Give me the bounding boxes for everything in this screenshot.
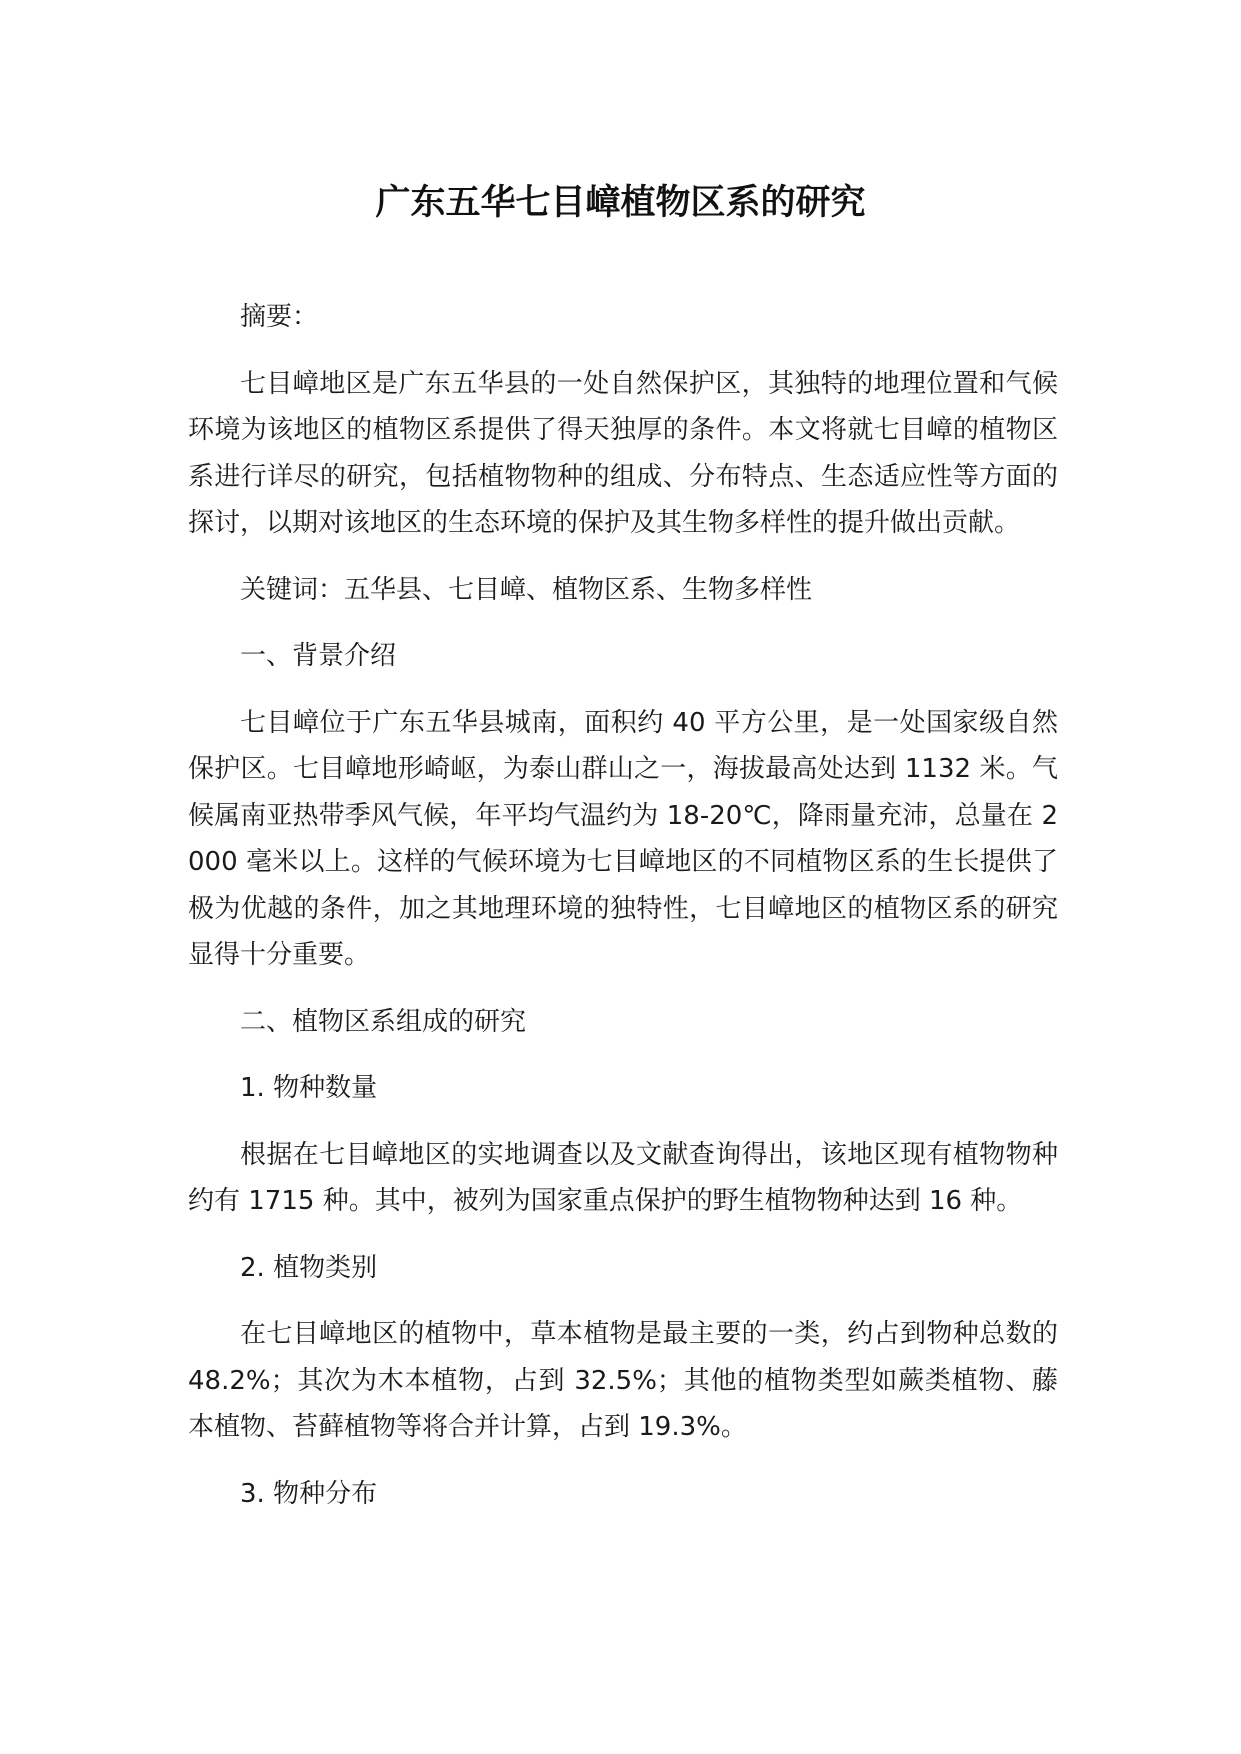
document-body bbox=[188, 294, 1058, 1537]
subheading-plant-categories: 2. 植物类别 bbox=[240, 1252, 378, 1283]
section-heading-background: 一、背景介绍 bbox=[240, 641, 397, 671]
species-count-paragraph: 根据在七目嶂地区的实地调查以及文献查询得出，该地区现有植物物种约有 1715 种。其中，被列为国家重点保护的野生植物物种达到 16 种。 bbox=[188, 1139, 1058, 1216]
keywords-line: 关键词：五华县、七目嶂、植物区系、生物多样性 bbox=[240, 574, 813, 605]
subheading-species-count: 1. 物种数量 bbox=[240, 1073, 378, 1103]
section-heading-composition: 二、植物区系组成的研究 bbox=[240, 1006, 527, 1037]
subheading-species-distribution: 3. 物种分布 bbox=[240, 1478, 378, 1509]
background-paragraph: 七目嶂位于广东五华县城南，面积约 40 平方公里，是一处国家级自然保护区。七目嶂地形崎岖，为泰山群山之一，海拔最高处达到 1132 米。气候属南亚热带季风气候，年平均气温约为 18-20℃，降雨量充沛，总量在 2000 毫米以上。这样的气候环境为七目嶂地区的不同植物区系的生长提供了极为优越的条件，加之其地理环境的独特性，七目嶂地区的植物区系的研究显得十分重要。 bbox=[188, 707, 1058, 970]
abstract-paragraph: 七目嶂地区是广东五华县的一处自然保护区，其独特的地理位置和气候环境为该地区的植物区系提供了得天独厚的条件。本文将就七目嶂的植物区系进行详尽的研究，包括植物物种的组成、分布特点、生态适应性等方面的探讨，以期对该地区的生态环境的保护及其生物多样性的提升做出贡献。 bbox=[188, 368, 1058, 538]
document-title: 广东五华七目嶂植物区系的研究 bbox=[375, 183, 866, 223]
plant-categories-paragraph: 在七目嶂地区的植物中，草本植物是最主要的一类，约占到物种总数的 48.2%；其次为木本植物，占到 32.5%；其他的植物类型如蕨类植物、藤本植物、苔藓植物等将合并计算，占到 19.3%。 bbox=[188, 1319, 1058, 1442]
abstract-heading: 摘要： bbox=[240, 302, 319, 332]
